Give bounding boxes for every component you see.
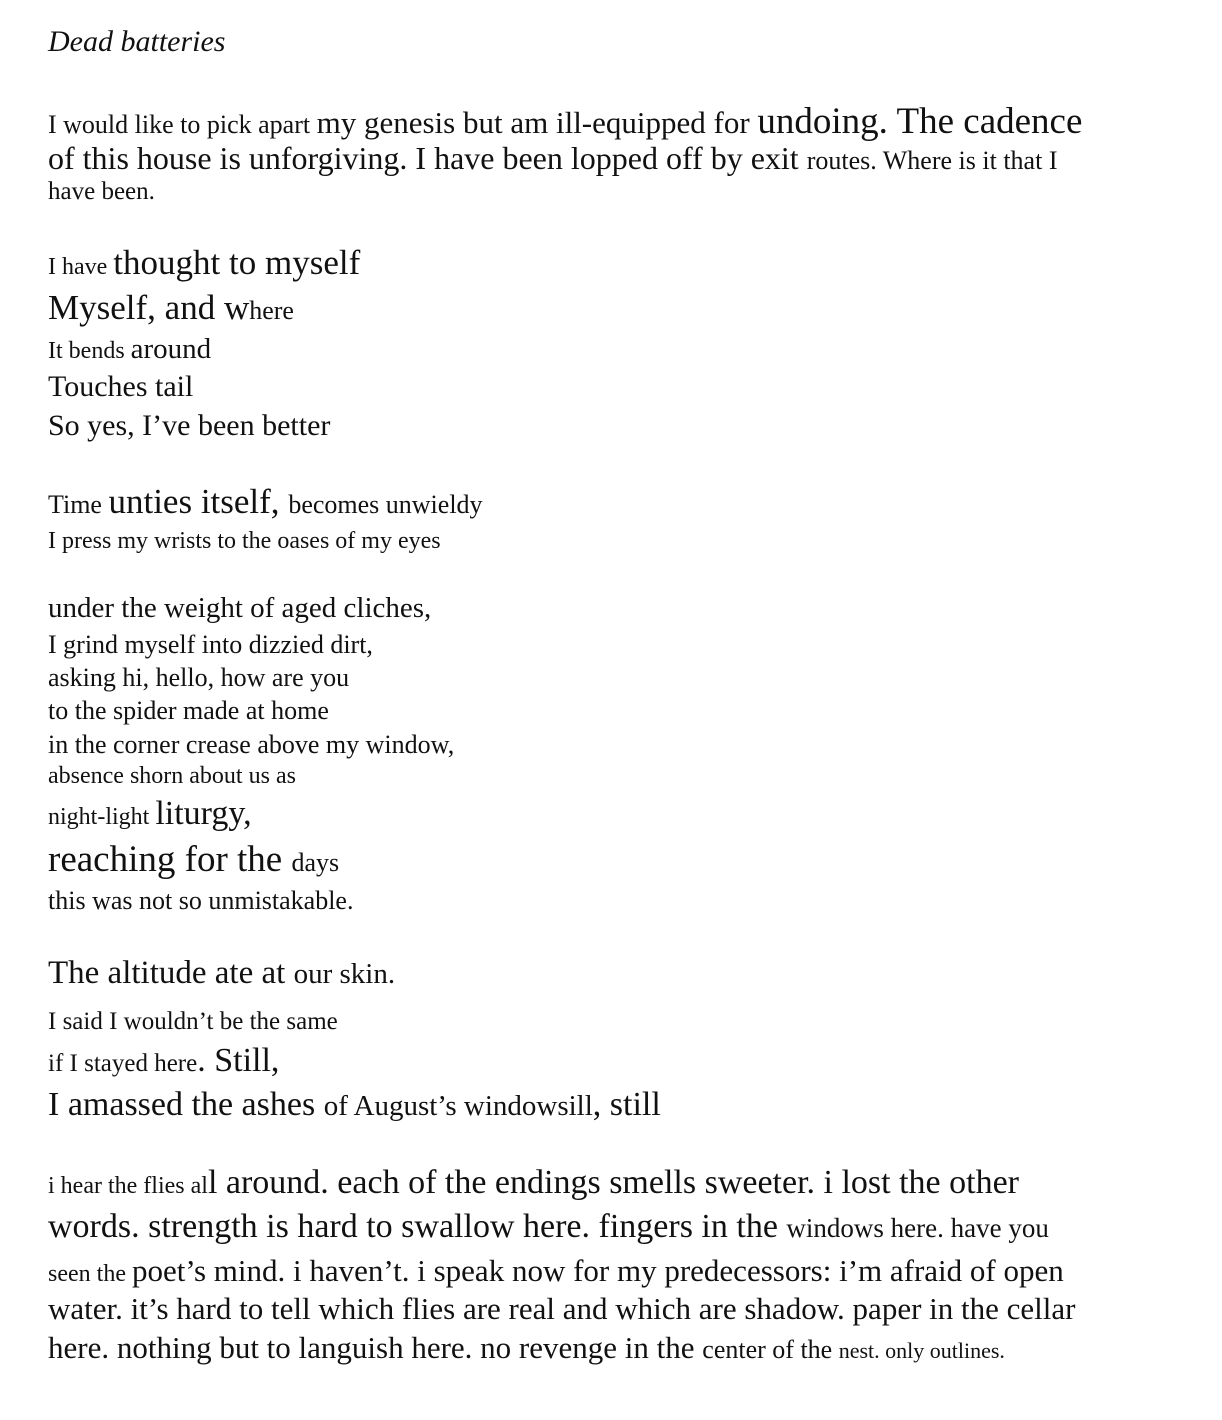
stanza-4-line-3: asking hi, hello, how are you <box>48 663 350 692</box>
text-run: i hear the flies al <box>48 1173 208 1199</box>
stanza-6-line-5 <box>48 1330 1005 1366</box>
text-run: Myself, and w <box>48 288 250 327</box>
stanza-5-line-3 <box>48 1042 279 1080</box>
stanza-4-line-9: this was not so unmistakable. <box>48 886 354 915</box>
text-run: undoing. The cadence <box>757 101 1083 142</box>
text-run: becomes unwieldy <box>288 490 483 519</box>
text-run: windows here. have you <box>786 1213 1049 1243</box>
stanza-3-line-1 <box>48 482 483 522</box>
stanza-4-line-4: to the spider made at home <box>48 696 329 725</box>
text-run: night-light <box>48 804 156 830</box>
text-run: of August’s windowsill <box>323 1090 593 1122</box>
text-run: Time <box>48 490 109 519</box>
text-run: liturgy, <box>155 795 252 832</box>
text-run: words. strength is hard to swallow here. fingers in the <box>48 1208 787 1245</box>
stanza-4-line-5: in the corner crease above my window, <box>48 730 455 759</box>
text-run: reaching for the <box>48 839 292 880</box>
text-run: nest. only outlines. <box>838 1338 1005 1363</box>
text-run: here. nothing but to languish here. no revenge in the <box>48 1330 703 1365</box>
stanza-4-line-2: I grind myself into dizzied dirt, <box>48 630 373 659</box>
poem-title: Dead batteries <box>48 25 226 58</box>
stanza-4-line-1: under the weight of aged cliches, <box>48 592 432 624</box>
stanza-2-line-2 <box>48 288 294 328</box>
text-run: if I stayed here <box>48 1050 198 1077</box>
text-run: of this house is unforgiving. I have been lopped off by exit <box>48 140 807 176</box>
stanza-2-line-3 <box>48 333 211 366</box>
text-run: thought to myself <box>113 243 361 282</box>
stanza-4-line-8 <box>48 838 339 881</box>
text-run: , still <box>592 1086 661 1123</box>
text-run: I would like to pick apart <box>48 110 317 139</box>
text-run: around <box>130 333 212 365</box>
stanza-1-line-1 <box>48 100 1082 143</box>
text-run: here <box>249 296 294 325</box>
text-run: seen the <box>48 1261 132 1287</box>
text-run: I have <box>48 254 114 280</box>
text-run: unties itself, <box>108 482 289 521</box>
text-run: The altitude ate at <box>48 955 294 991</box>
stanza-6-line-3 <box>48 1253 1064 1289</box>
stanza-6-line-4: water. it’s hard to tell which flies are real and which are shadow. paper in the cellar <box>48 1291 1076 1326</box>
stanza-2-line-4: Touches tail <box>48 370 194 403</box>
text-run: . Still, <box>197 1042 280 1079</box>
stanza-2-line-1 <box>48 243 360 283</box>
stanza-3-line-2: I press my wrists to the oases of my eyes <box>48 528 441 554</box>
text-run: poet’s mind. i haven’t. i speak now for my predecessors: i’m afraid of open <box>131 1253 1064 1288</box>
text-run: I amassed the ashes <box>48 1086 324 1123</box>
stanza-6-line-2 <box>48 1208 1049 1246</box>
stanza-5-line-1 <box>48 955 395 992</box>
stanza-5-line-2: I said I wouldn’t be the same <box>48 1008 338 1035</box>
text-run: days <box>291 848 340 877</box>
stanza-1-line-2 <box>48 140 1057 177</box>
stanza-2-line-5: So yes, I’ve been better <box>48 409 331 442</box>
text-run: our skin. <box>293 958 396 990</box>
text-run: l around. each of the endings smells sweeter. i lost the other <box>207 1164 1020 1201</box>
text-run: It bends <box>48 338 131 364</box>
stanza-6-line-1 <box>48 1164 1019 1202</box>
stanza-4-line-7 <box>48 795 252 833</box>
text-run: routes. Where is it that I <box>806 146 1058 175</box>
stanza-5-line-4 <box>48 1086 661 1124</box>
stanza-1-line-3: have been. <box>48 178 155 205</box>
text-run: center of the <box>702 1335 839 1364</box>
text-run: my genesis but am ill-equipped for <box>316 105 758 140</box>
stanza-4-line-6: absence shorn about us as <box>48 763 296 789</box>
